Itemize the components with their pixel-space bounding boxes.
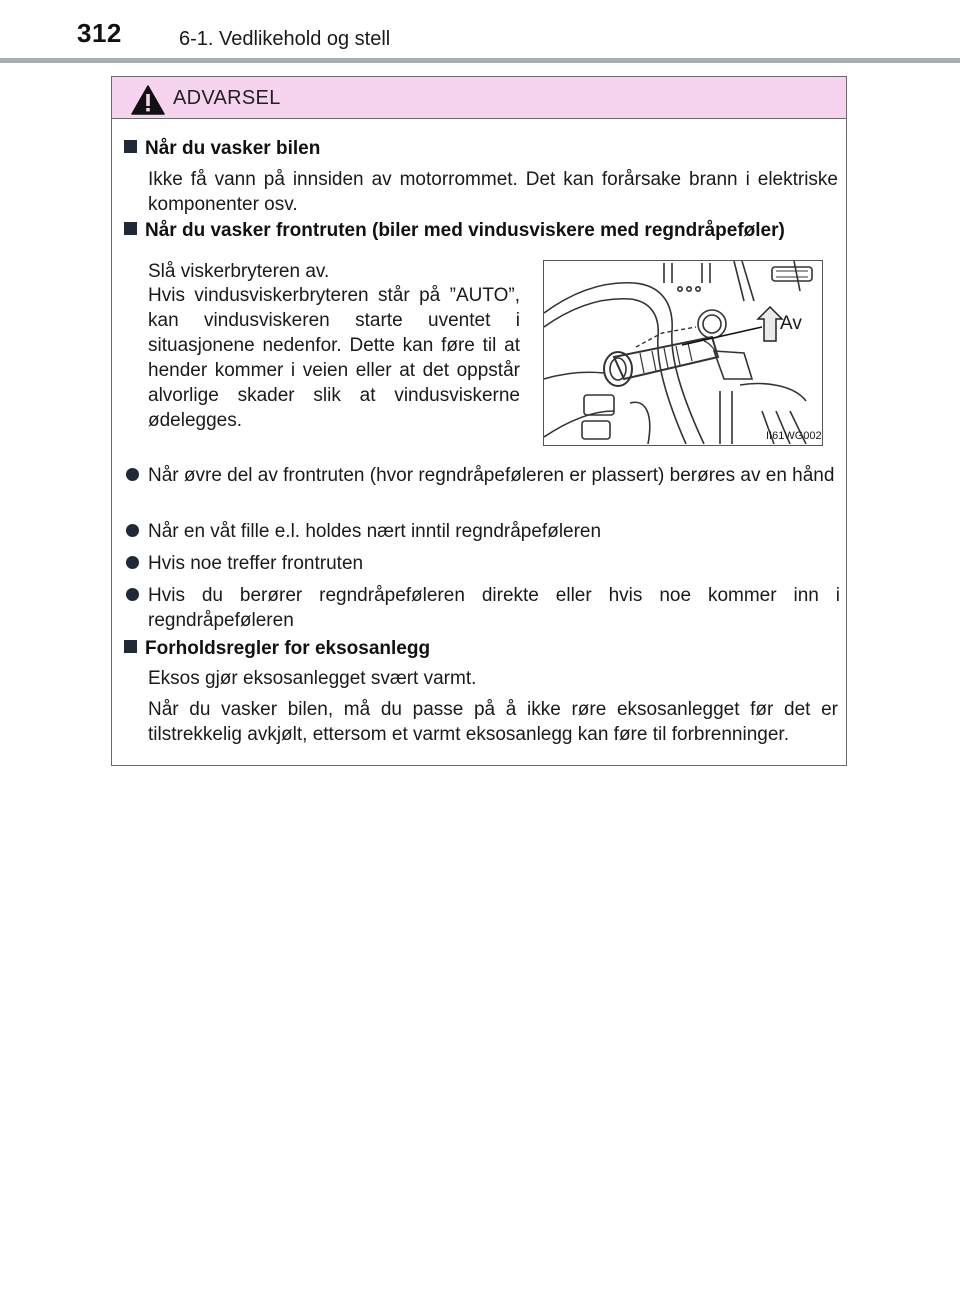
section-heading-exhaust: Forholdsregler for eksosanlegg — [124, 638, 430, 660]
warning-header — [112, 77, 846, 119]
warning-box — [111, 76, 847, 766]
wiper-switch-illustration — [544, 261, 821, 444]
square-bullet-icon — [124, 222, 137, 235]
list-item: Hvis noe treffer frontruten — [126, 551, 840, 576]
section-title: 6-1. Vedlikehold og stell — [179, 28, 391, 50]
page-number: 312 — [77, 18, 122, 48]
off-callout-label: Av — [780, 313, 802, 334]
warning-triangle-icon — [131, 85, 165, 115]
round-bullet-icon — [126, 588, 139, 601]
list-item: Når en våt fille e.l. holdes nært inntil regndråpeføleren — [126, 519, 840, 544]
square-bullet-icon — [124, 140, 137, 153]
section-heading-washing: Når du vasker bilen — [124, 138, 320, 160]
exhaust-text-2: Når du vasker bilen, må du passe på å ikke røre eksosanlegget før det er tilstrekkelig avkjølt, ettersom et varmt eksosanlegg kan føre til forbrenninger. — [148, 699, 838, 745]
round-bullet-icon — [126, 524, 139, 537]
page-header — [0, 0, 960, 64]
windshield-text: Hvis vindusviskerbryteren står på ”AUTO”, kan vindusviskeren starte uventet i situasjonene nedenfor. Dette kan føre til at hender kommer i veien eller at det oppstår alvorlige skader slik at vindusviskerne ødelegges. — [148, 285, 520, 431]
list-item: Hvis du berører regndråpeføleren direkte eller hvis noe kommer inn i regndråpeføleren — [126, 583, 840, 633]
warning-label: ADVARSEL — [173, 87, 281, 109]
header-rule — [0, 58, 960, 63]
square-bullet-icon — [124, 640, 137, 653]
wiper-switch-diagram — [543, 260, 823, 446]
list-item: Når øvre del av frontruten (hvor regndråpeføleren er plassert) berøres av en hånd — [126, 463, 840, 488]
section-text-washing: Ikke få vann på innsiden av motorrommet. Det kan forårsake brann i elektriske komponenter osv. — [148, 169, 838, 215]
windshield-intro: Slå viskerbryteren av. — [148, 261, 330, 282]
section-heading-windshield: Når du vasker frontruten (biler med vindusviskere med regndråpeføler) — [124, 220, 785, 242]
exhaust-text-1: Eksos gjør eksosanlegget svært varmt. — [148, 668, 477, 689]
figure-code: II61WG002 — [766, 430, 821, 442]
round-bullet-icon — [126, 556, 139, 569]
round-bullet-icon — [126, 468, 139, 481]
